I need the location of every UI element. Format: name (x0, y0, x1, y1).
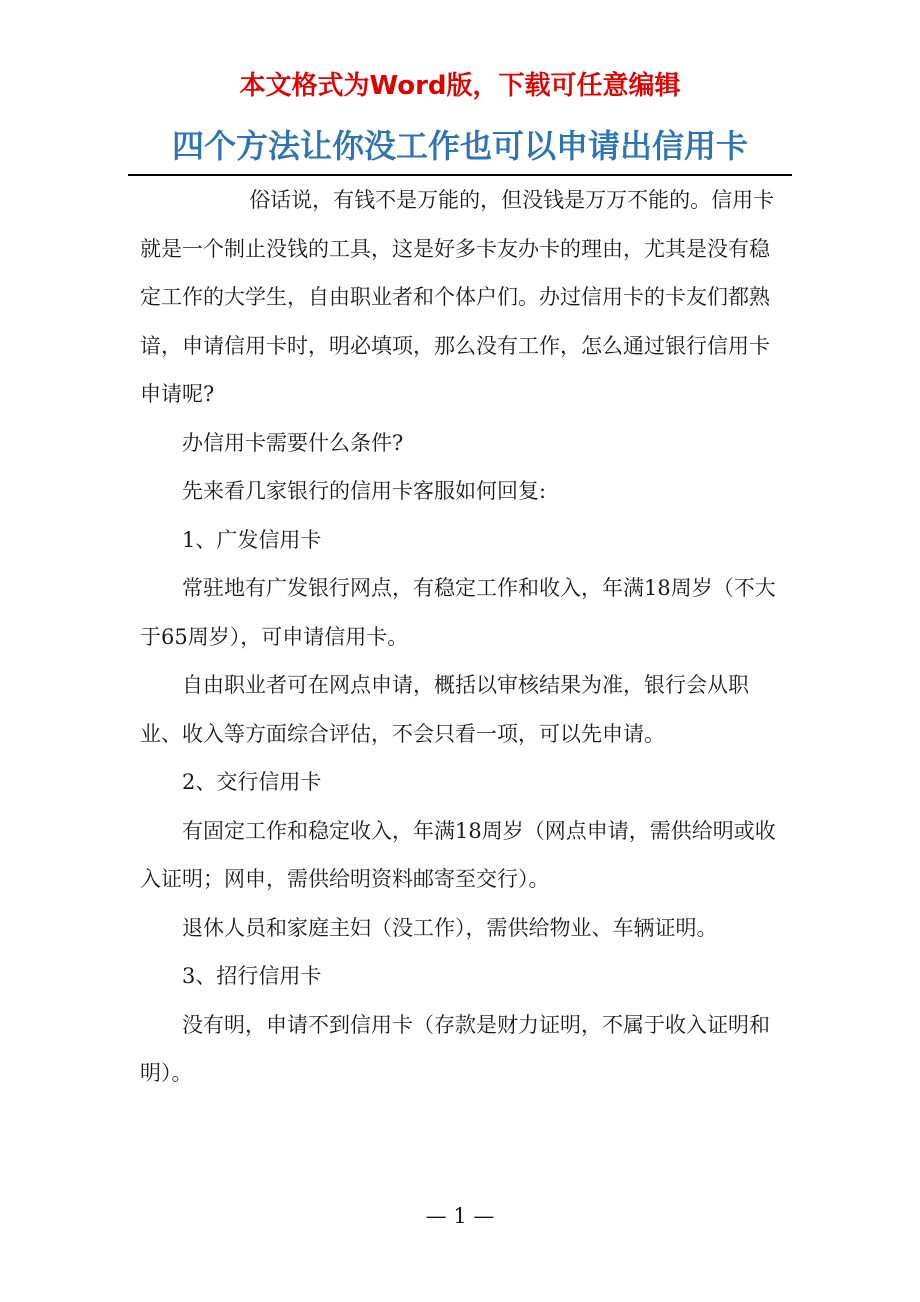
paragraph-guangfa-freelancer: 自由职业者可在网点申请，概括以审核结果为准，银行会从职业、收入等方面综合评估，不会只看一项，可以先申请。 (140, 673, 749, 746)
page-number: — 1 — (425, 1204, 495, 1228)
section-heading-guangfa: 1、广发信用卡 (182, 527, 322, 552)
paragraph-jiaohang-retired: 退休人员和家庭主妇（没工作），需供给物业、车辆证明。 (182, 915, 718, 940)
paragraph-jiaohang-requirements: 有固定工作和稳定收入，年满18周岁（网点申请，需供给明或收入证明；网申，需供给明资料邮寄至交行）。 (140, 818, 776, 891)
paragraph-question: 办信用卡需要什么条件? (182, 430, 404, 455)
paragraph-intro: 俗话说，有钱不是万能的，但没钱是万万不能的。信用卡就是一个制止没钱的工具，这是好多卡友办卡的理由，尤其是没有稳定工作的大学生，自由职业者和个体户们。办过信用卡的卡友们都熟谙，申请信用卡时，明必填项，那么没有工作，怎么通过银行信用卡申请呢? (140, 188, 775, 406)
section-heading-zhaohang: 3、招行信用卡 (182, 964, 322, 988)
paragraph-lead: 先来看几家银行的信用卡客服如何回复: (182, 479, 547, 503)
download-notice: 本文格式为Word版，下载可任意编辑 (239, 71, 681, 101)
paragraph-guangfa-requirements: 常驻地有广发银行网点，有稳定工作和收入，年满18周岁（不大于65周岁），可申请信用卡。 (140, 576, 776, 649)
article-body (140, 176, 780, 1098)
page-title: 四个方法让你没工作也可以申请出信用卡 (171, 127, 748, 165)
paragraph-zhaohang-requirements: 没有明，申请不到信用卡（存款是财力证明，不属于收入证明和明）。 (140, 1012, 770, 1085)
section-heading-jiaohang: 2、交行信用卡 (182, 770, 322, 794)
